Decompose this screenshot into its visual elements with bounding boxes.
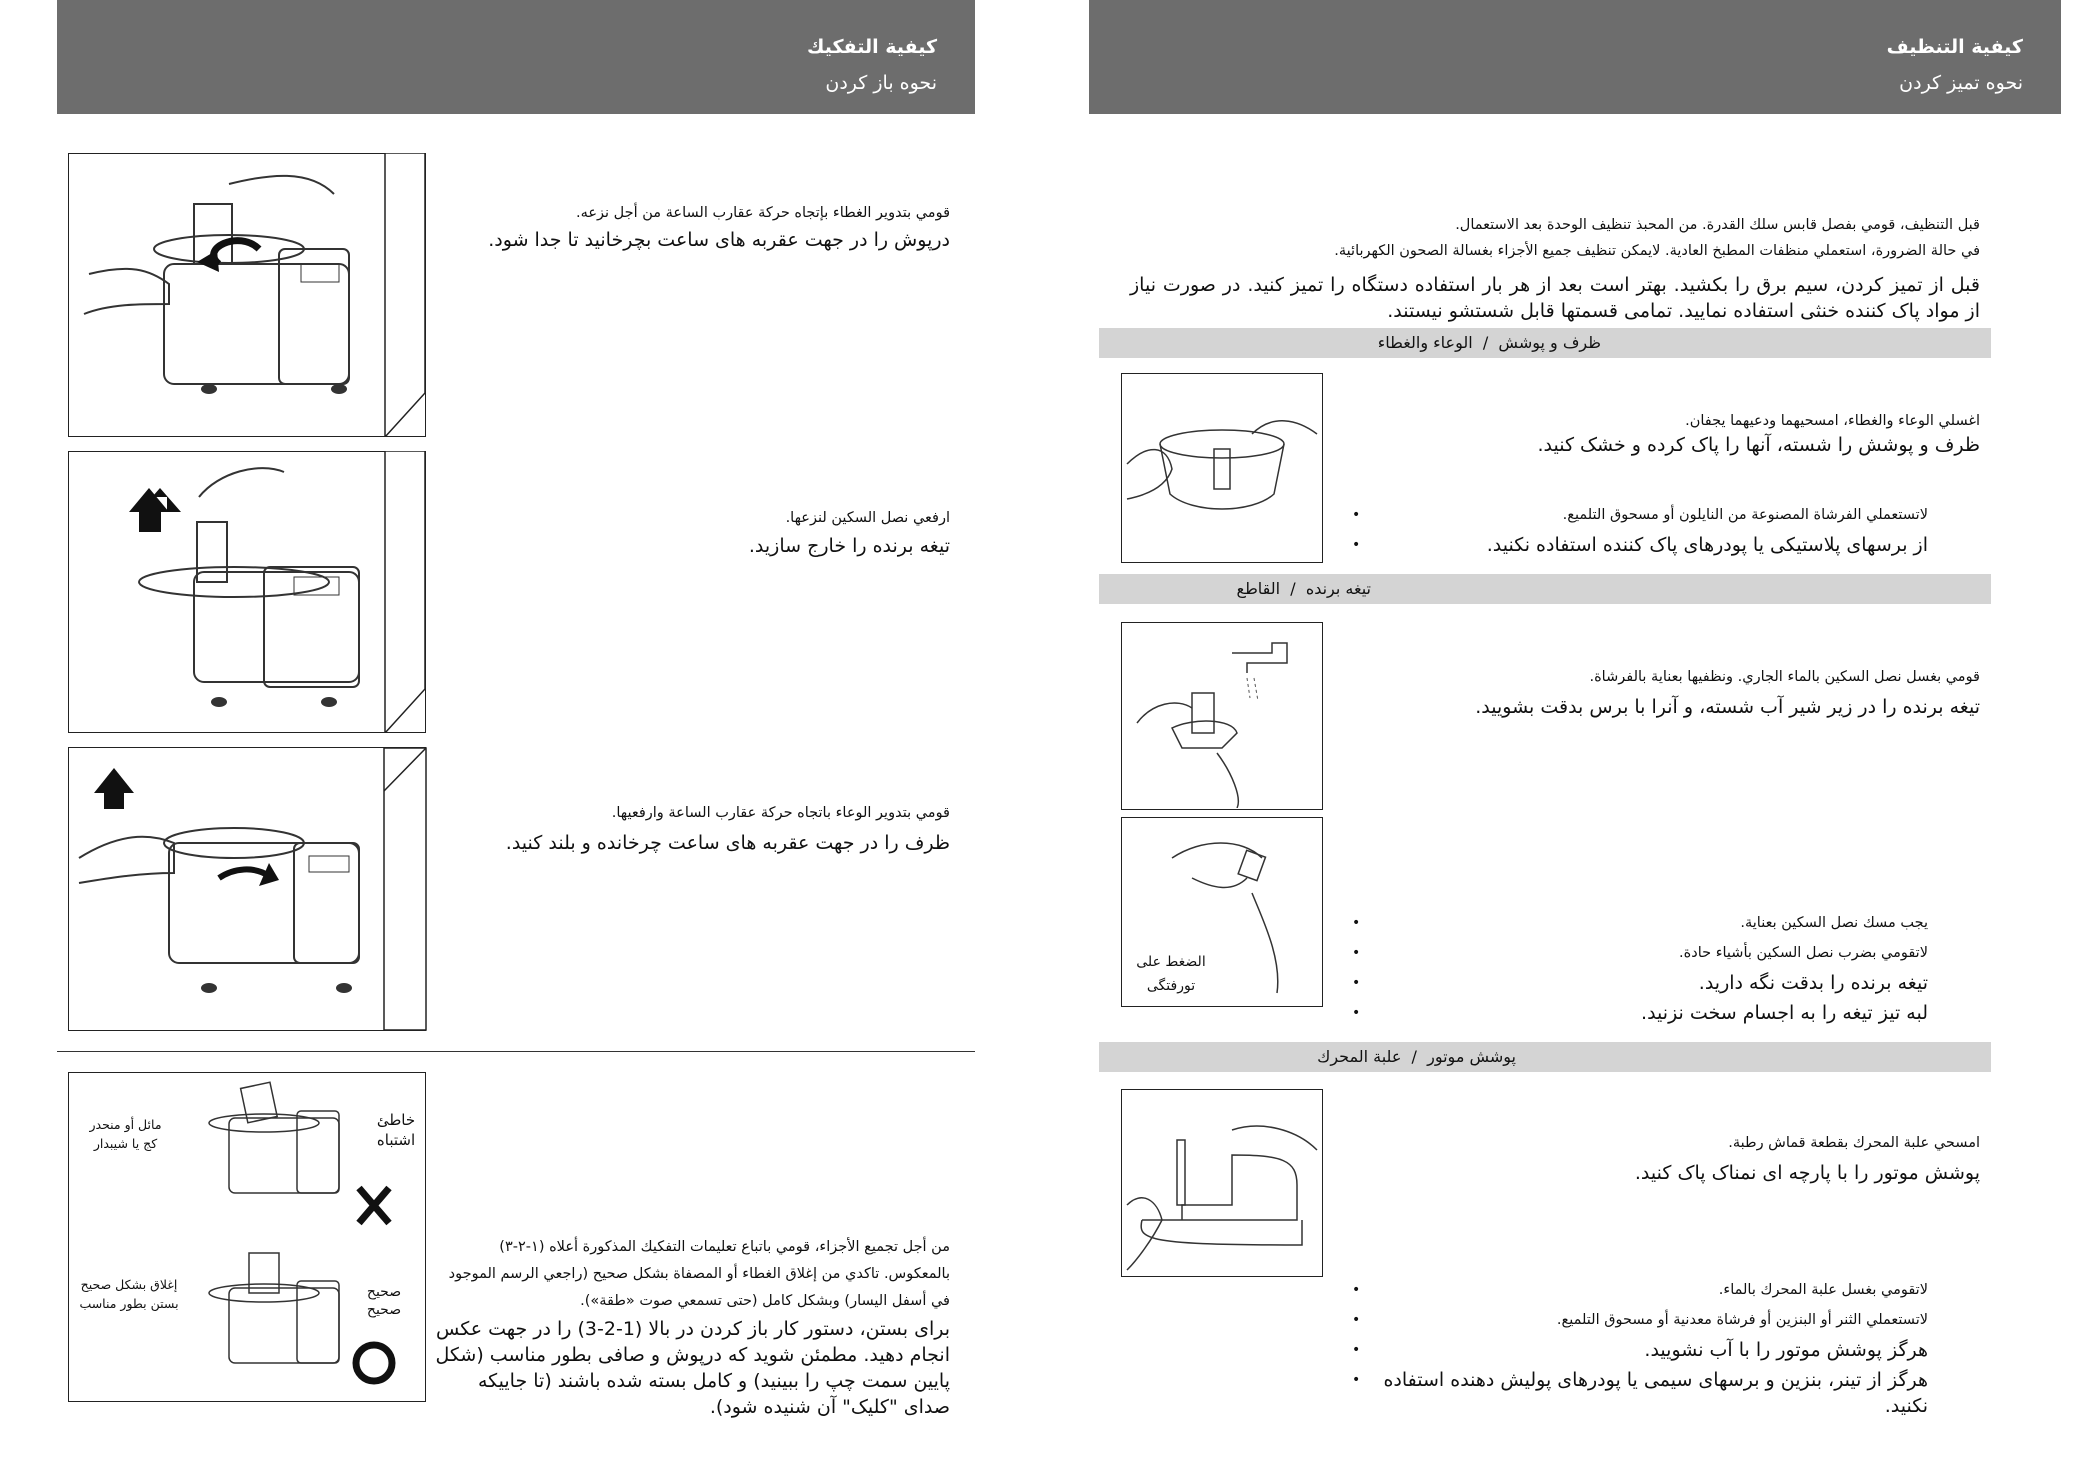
- rinsing-blade-illustration: [1122, 623, 1321, 808]
- bowl-text-ar: اغسلي الوعاء والغطاء، امسحيهما ودعيهما يجفان.: [1685, 413, 1980, 429]
- section-bowl-title: [1099, 328, 1991, 358]
- blade-text-fa: تیغه برنده را در زیر شیر آب شسته، و آنرا با برس بدقت بشویید.: [1475, 696, 1980, 718]
- motor-bullets: [1352, 1277, 1928, 1423]
- step3-text-ar: قومي بتدوير الوعاء باتجاه حركة عقارب الساعة وارفعيها.: [611, 805, 950, 821]
- section-motor-title: [1099, 1042, 1991, 1072]
- blade-wash-illustration: [1121, 622, 1323, 810]
- food-processor-lid-illustration: [69, 154, 424, 435]
- blade-text-ar: قومي بغسل نصل السكين بالماء الجاري. ونظفيها بعناية بالفرشاة.: [1589, 669, 1980, 685]
- motor-bullet-2: • لاتستعملي الثنر أو البنزين أو فرشاة معدنية أو مسحوق التلميع.: [1352, 1312, 1928, 1328]
- motor-illustration: [1121, 1089, 1323, 1277]
- section-motor-title-text: پوشش موتور / علبة المحرك: [1317, 1047, 1516, 1066]
- bowl-bullets: [1352, 502, 1928, 562]
- step1-tab: [383, 153, 427, 437]
- right-title-ar: كيفية التنظيف: [1886, 36, 2023, 58]
- blade-bullet-2: • لاتقومي بضرب نصل السكين بأشياء حادة.: [1352, 945, 1928, 961]
- bowl-removal-illustration: [69, 748, 424, 1029]
- correct-label: صحيح صحيح: [366, 1284, 402, 1318]
- step1-text-fa: درپوش را در جهت عقربه های ساعت بچرخانید تا جدا شود.: [488, 229, 950, 251]
- locked-label: إغلاق بشكل صحيح بستن بطور مناسب: [79, 1277, 179, 1311]
- wrong-label: خاطئ اشتباه: [376, 1111, 416, 1149]
- right-title-fa: نحوه تمیز کردن: [1899, 72, 2023, 94]
- motor-bullet-3: • هرگز پوشش موتور را با آب نشویید.: [1352, 1339, 1928, 1361]
- motor-text-fa: پوشش موتور را با پارچه ای نمناک پاک کنید.: [1634, 1162, 1980, 1184]
- step2-illustration: [68, 451, 426, 733]
- step3-tab: [383, 747, 427, 1031]
- bowl-text-fa: ظرف و پوشش را شسته، آنها را پاک کرده و خشک کنید.: [1537, 434, 1980, 456]
- blade-bullets: [1352, 910, 1928, 1030]
- blade-bullet-3: • تیغه برنده را بدقت نگه دارید.: [1352, 972, 1928, 994]
- left-title-fa: نحوه باز کردن: [825, 72, 937, 94]
- section-blade-title-text: تیغه برنده / القاطع: [1236, 579, 1371, 598]
- intro-text-fa: قبل از تمیز کردن، سیم برق را بکشید. بهتر است بعد از هر بار استفاده دستگاه را تمیز کنید. در صورت نیاز از مواد پاک کننده خنثی استفاده نمایید. تمامی قسمتها قابل شستشو نیستند.: [1130, 274, 1980, 322]
- blade-removal-illustration: [69, 452, 424, 731]
- blade-bullet-1: • يجب مسك نصل السكين بعناية.: [1352, 915, 1928, 931]
- left-title-ar: كيفية التفكيك: [807, 36, 937, 58]
- step3-text-fa: ظرف را در جهت عقربه های ساعت چرخانده و بلند کنید.: [505, 832, 950, 854]
- right-header: [1089, 0, 2061, 114]
- bowl-bullet-2: • از برسهای پلاستیکی یا پودرهای پاک کننده استفاده نکنید.: [1352, 534, 1928, 556]
- step2-text-fa: تیغه برنده را خارج سازید.: [748, 535, 950, 557]
- step1-illustration: [68, 153, 426, 437]
- motor-text-ar: امسحي علبة المحرك بقطعة قماش رطبة.: [1728, 1135, 1980, 1151]
- bowl-bullet-1: • لاتستعملي الفرشاة المصنوعة من النايلون أو مسحوق التلميع.: [1352, 507, 1928, 523]
- blade-bullet-4: • لبه تیز تیغه را به اجسام سخت نزنید.: [1352, 1002, 1928, 1024]
- step2-tab: [383, 451, 427, 733]
- motor-bullet-1: • لاتقومي بغسل علبة المحرك بالماء.: [1352, 1282, 1928, 1298]
- wiping-motor-illustration: [1122, 1090, 1321, 1275]
- left-header: [57, 0, 975, 114]
- step1-text-ar: قومي بتدوير الغطاء بإتجاه حركة عقارب الساعة من أجل نزعه.: [575, 205, 950, 221]
- section-bowl-title-text: ظرف و پوشش / الوعاء والغطاء: [1377, 333, 1601, 352]
- left-divider: [57, 1051, 975, 1052]
- intro-line1-ar: قبل التنظيف، قومي بفصل قابس سلك القدرة. من المحبذ تنظيف الوحدة بعد الاستعمال.: [1455, 217, 1980, 233]
- press-label: الضغط على تورفتگی: [1136, 954, 1206, 994]
- step3-illustration: [68, 747, 426, 1031]
- assembly-text-ar: من أجل تجميع الأجزاء، قومي باتباع تعليمات التفكيك المذكورة أعلاه (١-٢-٣) بالمعكوس. تاكدي من إغلاق الغطاء أو المصفاة بشكل صحيح (راجعي الرسم الموجود في أسفل اليسار) وبشكل كامل (حتى تسمعي صوت «طقة»).: [448, 1239, 950, 1309]
- section-blade-title: [1099, 574, 1991, 604]
- intro-line2-ar: في حالة الضرورة، استعملي منظفات المطبخ العادية. لايمكن تنظيف جميع الأجزاء بغسالة الصحون الكهربائية.: [1334, 243, 1980, 259]
- bowl-illustration: [1121, 373, 1323, 563]
- washing-bowl-illustration: [1122, 374, 1321, 561]
- step2-text-ar: ارفعي نصل السكين لنزعها.: [785, 510, 950, 526]
- assembly-text-fa: برای بستن، دستور کار باز کردن در بالا (1-2-3) را در جهت عکس انجام دهید. مطمئن شوید که درپوش و صافی بطور مناسب (شکل پایین سمت چپ را ببینید) و کامل بسته شده باشند (تا جاییکه صدای "کلیک" آن شنیده شود).: [435, 1318, 950, 1418]
- motor-bullet-4: • هرگز از تینر، بنزین و برسهای سیمی یا پودرهای پولیش دهنده استفاده نکنید.: [1352, 1369, 1928, 1417]
- tilted-label: مائل أو منحدر كج يا شيبدار: [89, 1117, 162, 1151]
